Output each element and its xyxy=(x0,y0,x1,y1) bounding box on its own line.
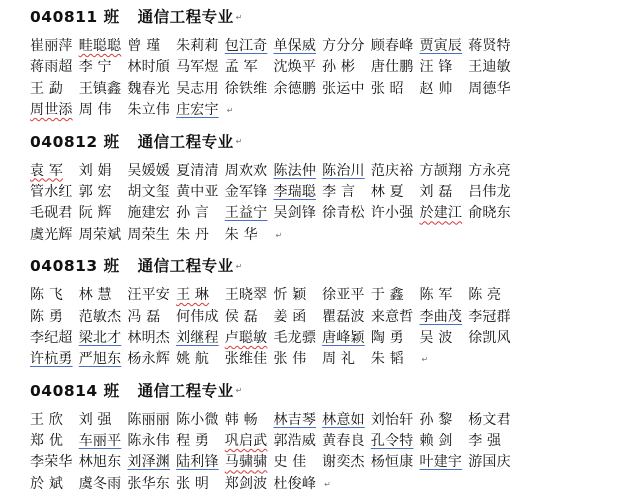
student-name: 唐峰颖 xyxy=(322,329,365,346)
student-name: 庄宏宇 xyxy=(176,102,219,119)
student-name: 顾春峰 xyxy=(370,38,414,54)
name-row xyxy=(30,410,615,431)
student-name: 孙 黎 xyxy=(419,411,453,428)
student-name: 陈丽丽 xyxy=(127,411,170,428)
student-name: 于 鑫 xyxy=(370,287,404,304)
student-name: 徐铁维 xyxy=(224,80,268,97)
student-name: 林吉琴 xyxy=(273,411,317,428)
student-name: 梁北才 xyxy=(78,329,122,346)
student-name: 游国庆 xyxy=(468,454,511,471)
student-name: 魏春光 xyxy=(127,80,170,97)
student-name: 吴志用 xyxy=(176,80,219,97)
paragraph-mark-icon: ↵ xyxy=(275,230,283,240)
student-name: 李 言 xyxy=(322,183,356,200)
student-name: 袁 军 xyxy=(30,162,64,179)
student-name: 谢奕杰 xyxy=(322,454,365,471)
student-name: 林意如 xyxy=(322,411,365,428)
name-grid xyxy=(30,161,615,247)
student-name: 王 欣 xyxy=(30,411,64,428)
student-name: 陈治川 xyxy=(322,162,365,179)
student-name: 朱 华 xyxy=(224,226,258,243)
student-name: 沈焕平 xyxy=(273,59,317,76)
student-name: 郑 优 xyxy=(30,433,64,450)
student-name: 何伟成 xyxy=(176,308,219,325)
student-name: 李 宁 xyxy=(78,59,112,76)
student-name: 许杭勇 xyxy=(30,351,73,368)
name-row xyxy=(30,36,615,57)
student-name: 林旭东 xyxy=(78,454,122,471)
student-name: 徐亚平 xyxy=(322,287,365,304)
student-name: 单保威 xyxy=(273,38,317,54)
student-name: 忻 颖 xyxy=(273,287,307,304)
paragraph-mark-icon: ↵ xyxy=(226,106,234,116)
student-name: 施建宏 xyxy=(127,205,170,222)
student-name: 赖 剑 xyxy=(419,433,453,450)
student-name: 林 慧 xyxy=(78,287,112,304)
student-name: 孙 言 xyxy=(176,205,210,222)
student-name: 蒋雨超 xyxy=(30,59,73,76)
student-name: 刘 强 xyxy=(78,411,112,428)
student-name: 郭 宏 xyxy=(78,183,112,200)
name-row xyxy=(30,161,615,182)
class-section xyxy=(30,129,615,247)
student-name: 陈法仲 xyxy=(273,162,317,179)
name-row xyxy=(30,349,615,370)
student-name: 王 琳 xyxy=(176,287,210,304)
student-name: 瞿磊波 xyxy=(322,308,365,325)
student-name: 王晓翠 xyxy=(224,287,268,304)
student-name: 郑剑波 xyxy=(224,475,268,492)
paragraph-mark-icon: ↵ xyxy=(235,261,243,271)
student-name: 程 勇 xyxy=(176,433,210,450)
student-name: 杜俊峰 xyxy=(273,475,317,492)
student-name: 毛砚君 xyxy=(30,205,73,222)
student-name: 崔丽萍 xyxy=(30,38,73,54)
paragraph-mark-icon: ↵ xyxy=(421,355,429,365)
student-name: 马军煜 xyxy=(176,59,219,76)
student-name: 陈 勇 xyxy=(30,308,64,325)
class-section xyxy=(30,253,615,371)
student-name: 赵 帅 xyxy=(419,80,453,97)
major-name: 通信工程专业 xyxy=(137,8,234,26)
name-row xyxy=(30,307,615,328)
student-name: 黄春良 xyxy=(322,433,365,450)
student-name: 韩 畅 xyxy=(224,411,258,428)
student-name: 吴 波 xyxy=(419,329,453,346)
class-section xyxy=(30,4,615,122)
student-name: 徐凯风 xyxy=(468,329,511,346)
student-name: 於建江 xyxy=(419,205,463,222)
student-name: 张 伟 xyxy=(273,351,307,368)
student-name: 郭浩威 xyxy=(273,433,317,450)
major-name: 通信工程专业 xyxy=(137,257,234,276)
class-number: 040814 班 xyxy=(30,381,120,400)
student-name: 杨恒康 xyxy=(370,454,414,471)
student-name: 杨永辉 xyxy=(127,351,170,368)
student-name: 陈 飞 xyxy=(30,287,64,304)
name-row xyxy=(30,452,615,473)
major-name: 通信工程专业 xyxy=(137,381,234,400)
student-name: 吴媛媛 xyxy=(127,162,170,179)
student-name: 吴剑锋 xyxy=(273,205,317,222)
student-name: 贾寅辰 xyxy=(419,38,463,54)
class-heading xyxy=(30,129,615,155)
name-row xyxy=(30,285,615,306)
student-name: 王迪敏 xyxy=(468,59,511,76)
name-grid xyxy=(30,410,615,496)
student-name: 朱 丹 xyxy=(176,226,210,243)
student-name: 方永亮 xyxy=(468,162,511,179)
student-name: 於 斌 xyxy=(30,475,64,492)
student-name: 张华东 xyxy=(127,475,170,492)
student-name: 张 昭 xyxy=(370,80,404,97)
student-name: 来意哲 xyxy=(370,308,414,325)
name-row xyxy=(30,79,615,100)
paragraph-mark-icon: ↵ xyxy=(235,137,243,147)
class-section xyxy=(30,378,615,496)
class-number: 040813 班 xyxy=(30,257,120,276)
student-name: 汪平安 xyxy=(127,287,170,304)
name-grid xyxy=(30,285,615,371)
name-row xyxy=(30,100,615,121)
student-name: 吕伟龙 xyxy=(468,183,511,200)
student-name: 黄中亚 xyxy=(176,183,219,200)
student-name: 杨文君 xyxy=(468,411,511,428)
student-name: 王 勐 xyxy=(30,80,64,97)
class-heading xyxy=(30,4,615,30)
student-name: 胡文玺 xyxy=(127,183,170,200)
name-grid xyxy=(30,36,615,122)
student-name: 朱 韬 xyxy=(370,351,404,368)
student-name: 陈 亮 xyxy=(468,287,502,304)
student-name: 张 明 xyxy=(176,475,210,492)
student-name: 车丽平 xyxy=(78,433,122,450)
student-name: 俞晓东 xyxy=(468,205,511,222)
student-name: 陈 军 xyxy=(419,287,453,304)
student-name: 周荣生 xyxy=(127,226,170,243)
name-row xyxy=(30,431,615,452)
paragraph-mark-icon: ↵ xyxy=(235,386,243,396)
student-name: 林 夏 xyxy=(370,183,404,200)
student-name: 陆利锋 xyxy=(176,454,219,471)
class-number: 040812 班 xyxy=(30,132,120,151)
name-row xyxy=(30,203,615,224)
student-name: 王益宁 xyxy=(224,205,268,222)
student-name: 周德华 xyxy=(468,80,511,97)
student-name: 李冠群 xyxy=(468,308,511,325)
student-name: 汪 锋 xyxy=(419,59,453,76)
major-name: 通信工程专业 xyxy=(137,132,234,151)
student-name: 周 伟 xyxy=(78,102,112,119)
student-name: 冯 磊 xyxy=(127,308,161,325)
student-name: 曾 瑾 xyxy=(127,38,161,54)
student-name: 刘 娟 xyxy=(78,162,112,179)
student-name: 姜 函 xyxy=(273,308,307,325)
student-name: 张运中 xyxy=(322,80,365,97)
student-name: 巩启武 xyxy=(224,433,268,450)
student-name: 史 佳 xyxy=(273,454,307,471)
paragraph-mark-icon: ↵ xyxy=(235,12,243,22)
student-name: 严旭东 xyxy=(78,351,122,368)
student-name: 虞冬雨 xyxy=(78,475,122,492)
paragraph-mark-icon: ↵ xyxy=(324,479,331,489)
student-name: 方分分 xyxy=(322,38,365,54)
class-number: 040811 班 xyxy=(30,8,120,26)
student-name: 李曲茂 xyxy=(419,308,463,325)
student-name: 陈小微 xyxy=(176,411,219,428)
student-name: 方颉翔 xyxy=(419,162,463,179)
student-name: 徐青松 xyxy=(322,205,365,222)
name-row xyxy=(30,474,615,495)
student-name: 孙 彬 xyxy=(322,59,356,76)
student-name: 叶建宇 xyxy=(419,454,463,471)
student-name: 唐仕鹏 xyxy=(370,59,414,76)
student-name: 余德鹏 xyxy=(273,80,317,97)
student-name: 朱莉莉 xyxy=(176,38,219,54)
class-heading xyxy=(30,253,615,279)
student-name: 孔令特 xyxy=(370,433,414,450)
student-name: 金军锋 xyxy=(224,183,268,200)
student-name: 周 礼 xyxy=(322,351,356,368)
student-name: 蒋贤特 xyxy=(468,38,511,54)
student-name: 马骕骕 xyxy=(224,454,268,471)
student-name: 畦聪聪 xyxy=(78,38,122,54)
student-name: 卢聪敏 xyxy=(224,329,268,346)
student-name: 李荣华 xyxy=(30,454,73,471)
student-name: 阮 辉 xyxy=(78,205,112,222)
student-name: 李瑞聪 xyxy=(273,183,317,200)
student-name: 姚 航 xyxy=(176,351,210,368)
student-name: 许小强 xyxy=(370,205,414,222)
document-body xyxy=(30,4,615,502)
name-row xyxy=(30,182,615,203)
student-name: 管水红 xyxy=(30,183,73,200)
student-name: 毛龙骠 xyxy=(273,329,317,346)
student-name: 侯 磊 xyxy=(224,308,258,325)
student-name: 陶 勇 xyxy=(370,329,404,346)
name-row xyxy=(30,57,615,78)
student-name: 林时頎 xyxy=(127,59,170,76)
student-name: 李纪超 xyxy=(30,329,73,346)
student-name: 王镇鑫 xyxy=(78,80,122,97)
student-name: 范庆裕 xyxy=(370,162,414,179)
student-name: 林明杰 xyxy=(127,329,170,346)
student-name: 孟 军 xyxy=(224,59,258,76)
student-name: 虞光辉 xyxy=(30,226,73,243)
student-name: 周欢欢 xyxy=(224,162,268,179)
student-name: 周荣斌 xyxy=(78,226,122,243)
student-name: 张维佳 xyxy=(224,351,268,368)
name-row xyxy=(30,328,615,349)
student-name: 夏清清 xyxy=(176,162,219,179)
student-name: 刘 磊 xyxy=(419,183,453,200)
student-name: 刘泽渊 xyxy=(127,454,170,471)
student-name: 周世添 xyxy=(30,102,73,119)
student-name: 陈永伟 xyxy=(127,433,170,450)
name-row xyxy=(30,225,615,246)
student-name: 刘怡轩 xyxy=(370,411,414,428)
student-name: 范敏杰 xyxy=(78,308,122,325)
class-heading xyxy=(30,378,615,404)
student-name: 李 强 xyxy=(468,433,502,450)
student-name: 朱立伟 xyxy=(127,102,170,119)
student-name: 包江奇 xyxy=(224,38,268,54)
student-name: 刘继程 xyxy=(176,329,219,346)
